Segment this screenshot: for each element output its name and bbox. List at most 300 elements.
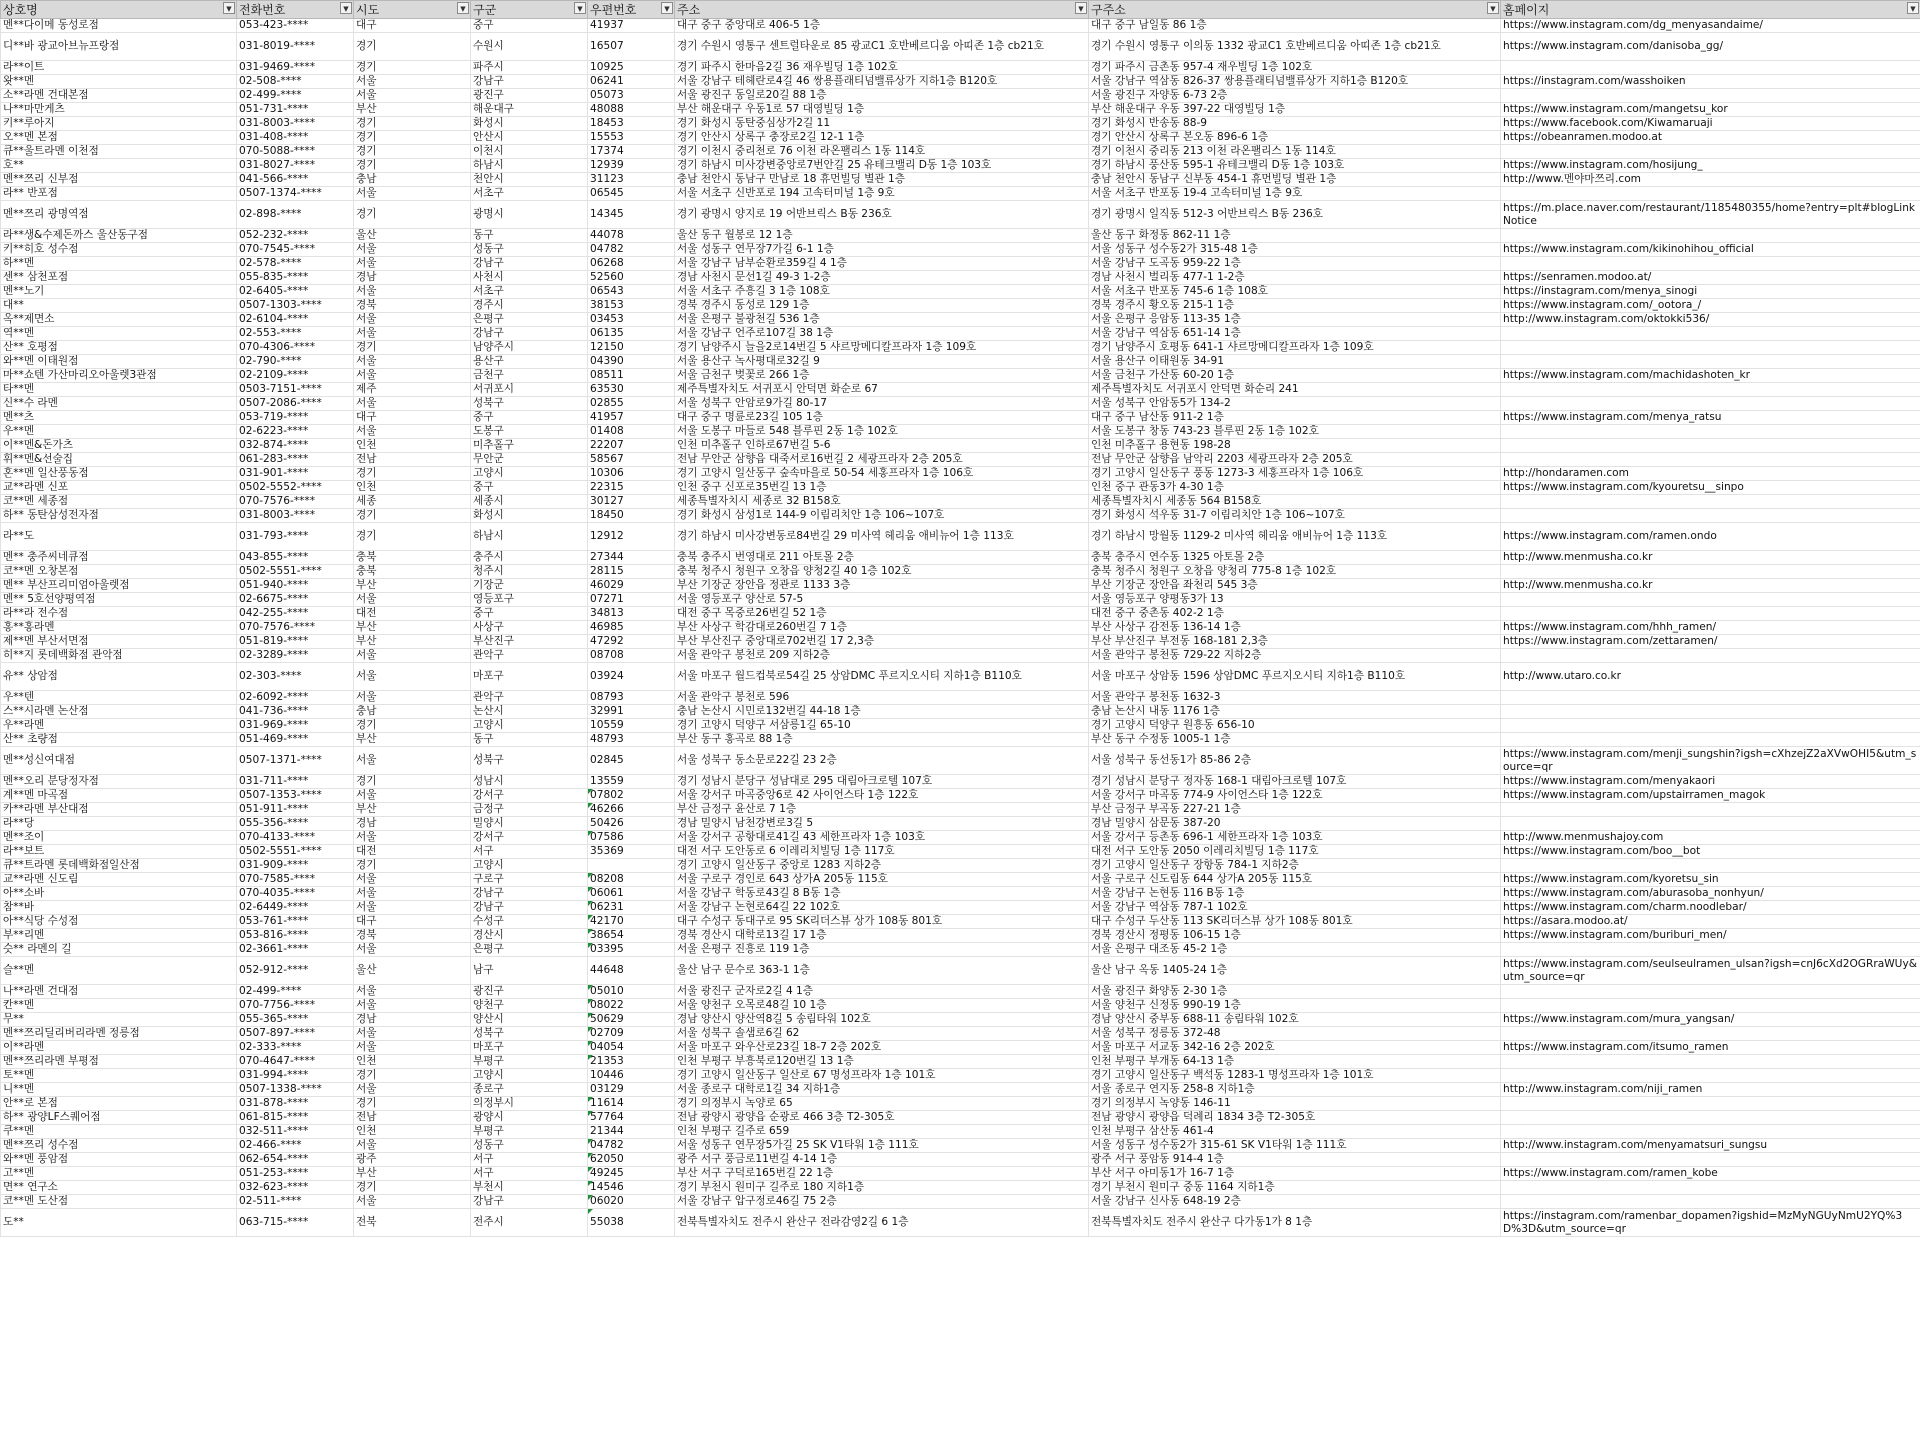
cell-district[interactable]: 부산진구 — [471, 635, 588, 649]
cell-name[interactable]: 멘** 충주씨네큐점 — [1, 551, 237, 565]
cell-province[interactable]: 서울 — [354, 1041, 471, 1055]
cell-phone[interactable]: 042-255-**** — [237, 607, 354, 621]
cell-province[interactable]: 경기 — [354, 1181, 471, 1195]
cell-old-address[interactable]: 대전 서구 도안동 2050 이레리치빌딩 1층 117호 — [1089, 845, 1501, 859]
cell-name[interactable]: 멘**조이 — [1, 831, 237, 845]
cell-homepage[interactable] — [1501, 859, 1920, 873]
cell-district[interactable]: 양천구 — [471, 999, 588, 1013]
cell-homepage[interactable] — [1501, 383, 1920, 397]
cell-postal[interactable]: 38654 — [588, 929, 675, 943]
cell-address[interactable]: 경남 밀양시 남천강변로3길 5 — [675, 817, 1089, 831]
cell-postal[interactable]: 46985 — [588, 621, 675, 635]
cell-district[interactable]: 마포구 — [471, 663, 588, 691]
cell-address[interactable]: 울산 남구 문수로 363-1 1층 — [675, 957, 1089, 985]
cell-phone[interactable]: 062-654-**** — [237, 1153, 354, 1167]
cell-address[interactable]: 대구 중구 명륜로23길 105 1층 — [675, 411, 1089, 425]
cell-district[interactable]: 부평구 — [471, 1125, 588, 1139]
cell-district[interactable]: 영등포구 — [471, 593, 588, 607]
cell-phone[interactable]: 041-566-**** — [237, 173, 354, 187]
cell-old-address[interactable]: 대구 중구 남일동 86 1층 — [1089, 19, 1501, 33]
cell-homepage[interactable]: http://www.instagram.com/oktokki536/ — [1501, 313, 1920, 327]
cell-name[interactable]: 우**멘 — [1, 425, 237, 439]
cell-province[interactable]: 경기 — [354, 719, 471, 733]
cell-homepage[interactable]: https://www.instagram.com/machidashoten_kr — [1501, 369, 1920, 383]
cell-province[interactable]: 경기 — [354, 131, 471, 145]
cell-name[interactable]: 참**바 — [1, 901, 237, 915]
cell-homepage[interactable]: https://senramen.modoo.at/ — [1501, 271, 1920, 285]
cell-phone[interactable]: 043-855-**** — [237, 551, 354, 565]
cell-old-address[interactable]: 서울 구로구 신도림동 644 상가A 205동 115호 — [1089, 873, 1501, 887]
cell-homepage[interactable] — [1501, 425, 1920, 439]
cell-homepage[interactable]: https://www.instagram.com/menya_ratsu — [1501, 411, 1920, 425]
cell-address[interactable]: 경기 고양시 일산동구 일산로 67 명성프라자 1층 101호 — [675, 1069, 1089, 1083]
cell-name[interactable]: 혼**멘 일산풍동점 — [1, 467, 237, 481]
cell-postal[interactable]: 06543 — [588, 285, 675, 299]
cell-province[interactable]: 인천 — [354, 1125, 471, 1139]
cell-district[interactable]: 마포구 — [471, 1041, 588, 1055]
cell-district[interactable]: 강남구 — [471, 75, 588, 89]
cell-province[interactable]: 부산 — [354, 103, 471, 117]
cell-district[interactable]: 성동구 — [471, 1139, 588, 1153]
cell-address[interactable]: 인천 부평구 길주로 659 — [675, 1125, 1089, 1139]
cell-address[interactable]: 대전 서구 도안동로 6 이레리치빌딩 1층 117호 — [675, 845, 1089, 859]
cell-phone[interactable]: 02-3289-**** — [237, 649, 354, 663]
cell-district[interactable]: 파주시 — [471, 61, 588, 75]
cell-address[interactable]: 서울 강남구 학동로43길 8 B동 1층 — [675, 887, 1089, 901]
cell-old-address[interactable]: 충북 충주시 연수동 1325 아토몰 2층 — [1089, 551, 1501, 565]
cell-postal[interactable]: 06268 — [588, 257, 675, 271]
cell-phone[interactable]: 053-423-**** — [237, 19, 354, 33]
cell-homepage[interactable]: https://www.instagram.com/menji_sungshin?igsh=cXhzejZ2aXVwOHI5&utm_source=qr — [1501, 747, 1920, 775]
cell-name[interactable]: 이**라멘 — [1, 1041, 237, 1055]
cell-province[interactable]: 경남 — [354, 817, 471, 831]
cell-homepage[interactable] — [1501, 1111, 1920, 1125]
cell-postal[interactable]: 50426 — [588, 817, 675, 831]
cell-phone[interactable]: 052-912-**** — [237, 957, 354, 985]
cell-province[interactable]: 서울 — [354, 887, 471, 901]
cell-district[interactable]: 동구 — [471, 229, 588, 243]
cell-postal[interactable]: 44648 — [588, 957, 675, 985]
cell-province[interactable]: 경기 — [354, 341, 471, 355]
cell-district[interactable]: 화성시 — [471, 509, 588, 523]
cell-homepage[interactable]: https://www.instagram.com/_ootora_/ — [1501, 299, 1920, 313]
cell-address[interactable]: 전남 광양시 광양읍 순광로 466 3층 T2-305호 — [675, 1111, 1089, 1125]
cell-name[interactable]: 부**리멘 — [1, 929, 237, 943]
cell-district[interactable]: 성북구 — [471, 397, 588, 411]
cell-district[interactable]: 광명시 — [471, 201, 588, 229]
cell-district[interactable]: 의정부시 — [471, 1097, 588, 1111]
cell-name[interactable]: 멘** 부산프리미엄아울렛점 — [1, 579, 237, 593]
cell-address[interactable]: 서울 은평구 불광천길 536 1층 — [675, 313, 1089, 327]
cell-homepage[interactable] — [1501, 943, 1920, 957]
cell-district[interactable]: 경산시 — [471, 929, 588, 943]
cell-old-address[interactable]: 서울 성북구 정릉동 372-48 — [1089, 1027, 1501, 1041]
cell-homepage[interactable]: https://www.instagram.com/kyouretsu__sinpo — [1501, 481, 1920, 495]
cell-address[interactable]: 서울 성북구 동소문로22길 23 2층 — [675, 747, 1089, 775]
cell-homepage[interactable]: http://www.utaro.co.kr — [1501, 663, 1920, 691]
cell-postal[interactable]: 04782 — [588, 1139, 675, 1153]
cell-province[interactable]: 울산 — [354, 957, 471, 985]
cell-address[interactable]: 경남 양산시 양산역8길 5 송림타워 102호 — [675, 1013, 1089, 1027]
cell-phone[interactable]: 052-232-**** — [237, 229, 354, 243]
cell-old-address[interactable]: 부산 금정구 부곡동 227-21 1층 — [1089, 803, 1501, 817]
cell-old-address[interactable]: 경기 성남시 분당구 정자동 168-1 대림아크로텔 107호 — [1089, 775, 1501, 789]
cell-phone[interactable]: 032-511-**** — [237, 1125, 354, 1139]
cell-phone[interactable]: 02-6104-**** — [237, 313, 354, 327]
cell-address[interactable]: 서울 성동구 연무장5가길 25 SK V1타워 1층 111호 — [675, 1139, 1089, 1153]
cell-phone[interactable]: 061-283-**** — [237, 453, 354, 467]
cell-district[interactable]: 강남구 — [471, 257, 588, 271]
cell-homepage[interactable] — [1501, 145, 1920, 159]
cell-name[interactable]: 옥**제면소 — [1, 313, 237, 327]
cell-homepage[interactable]: https://www.instagram.com/buriburi_men/ — [1501, 929, 1920, 943]
cell-phone[interactable]: 055-835-**** — [237, 271, 354, 285]
cell-postal[interactable]: 06545 — [588, 187, 675, 201]
cell-phone[interactable]: 0507-1338-**** — [237, 1083, 354, 1097]
cell-province[interactable]: 서울 — [354, 747, 471, 775]
cell-province[interactable]: 서울 — [354, 663, 471, 691]
cell-address[interactable]: 충북 청주시 청원구 오창읍 양청2길 40 1층 102호 — [675, 565, 1089, 579]
cell-address[interactable]: 인천 중구 신포로35번길 13 1층 — [675, 481, 1089, 495]
cell-phone[interactable]: 02-790-**** — [237, 355, 354, 369]
cell-district[interactable]: 도봉구 — [471, 425, 588, 439]
cell-old-address[interactable]: 충남 천안시 동남구 신부동 454-1 휴먼빌딩 별관 1층 — [1089, 173, 1501, 187]
cell-name[interactable]: 카**라멘 부산대점 — [1, 803, 237, 817]
cell-postal[interactable]: 12939 — [588, 159, 675, 173]
cell-homepage[interactable] — [1501, 1125, 1920, 1139]
cell-old-address[interactable]: 서울 용산구 이태원동 34-91 — [1089, 355, 1501, 369]
cell-district[interactable]: 해운대구 — [471, 103, 588, 117]
cell-province[interactable]: 경기 — [354, 201, 471, 229]
cell-postal[interactable]: 03395 — [588, 943, 675, 957]
cell-district[interactable]: 금정구 — [471, 803, 588, 817]
cell-address[interactable]: 서울 마포구 월드컵북로54길 25 상암DMC 푸르지오시티 지하1층 B110호 — [675, 663, 1089, 691]
filter-dropdown-icon[interactable]: ▼ — [661, 2, 673, 14]
cell-old-address[interactable]: 경남 사천시 벌리동 477-1 1-2층 — [1089, 271, 1501, 285]
cell-old-address[interactable]: 울산 동구 화정동 862-11 1층 — [1089, 229, 1501, 243]
cell-province[interactable]: 경기 — [354, 33, 471, 61]
cell-phone[interactable]: 02-303-**** — [237, 663, 354, 691]
cell-address[interactable]: 경북 경주시 동성로 129 1층 — [675, 299, 1089, 313]
cell-province[interactable]: 대구 — [354, 19, 471, 33]
cell-phone[interactable]: 031-8003-**** — [237, 509, 354, 523]
cell-postal[interactable]: 14546 — [588, 1181, 675, 1195]
cell-homepage[interactable]: https://www.instagram.com/mura_yangsan/ — [1501, 1013, 1920, 1027]
cell-province[interactable]: 대전 — [354, 607, 471, 621]
cell-old-address[interactable]: 경기 수원시 영통구 이의동 1332 광교C1 호반베르디움 아띠존 1층 cb21호 — [1089, 33, 1501, 61]
cell-homepage[interactable] — [1501, 509, 1920, 523]
cell-province[interactable]: 서울 — [354, 327, 471, 341]
cell-old-address[interactable]: 서울 성북구 동선동1가 85-86 2층 — [1089, 747, 1501, 775]
cell-old-address[interactable]: 경기 안산시 상록구 본오동 896-6 1층 — [1089, 131, 1501, 145]
cell-old-address[interactable]: 경기 이천시 중리동 213 이천 라온팰리스 1동 114호 — [1089, 145, 1501, 159]
cell-homepage[interactable] — [1501, 61, 1920, 75]
cell-name[interactable]: 멘**다이메 동성로점 — [1, 19, 237, 33]
cell-province[interactable]: 광주 — [354, 1153, 471, 1167]
cell-district[interactable]: 양산시 — [471, 1013, 588, 1027]
cell-name[interactable]: 우**텐 — [1, 691, 237, 705]
cell-name[interactable]: 멘**성신여대점 — [1, 747, 237, 775]
cell-postal[interactable]: 52560 — [588, 271, 675, 285]
cell-province[interactable]: 전남 — [354, 1111, 471, 1125]
cell-phone[interactable]: 02-508-**** — [237, 75, 354, 89]
cell-postal[interactable]: 02855 — [588, 397, 675, 411]
cell-postal[interactable]: 08208 — [588, 873, 675, 887]
cell-homepage[interactable]: https://www.instagram.com/charm.noodlebar/ — [1501, 901, 1920, 915]
cell-address[interactable]: 서울 광진구 군자로2길 4 1층 — [675, 985, 1089, 999]
cell-phone[interactable]: 031-901-**** — [237, 467, 354, 481]
cell-district[interactable]: 서귀포시 — [471, 383, 588, 397]
cell-postal[interactable]: 44078 — [588, 229, 675, 243]
cell-phone[interactable]: 070-7585-**** — [237, 873, 354, 887]
cell-district[interactable]: 밀양시 — [471, 817, 588, 831]
cell-province[interactable]: 서울 — [354, 985, 471, 999]
cell-district[interactable]: 광양시 — [471, 1111, 588, 1125]
cell-name[interactable]: 대** — [1, 299, 237, 313]
cell-old-address[interactable]: 서울 광진구 자양동 6-73 2층 — [1089, 89, 1501, 103]
cell-district[interactable]: 부평구 — [471, 1055, 588, 1069]
cell-old-address[interactable]: 세종특별자치시 세종동 564 B158호 — [1089, 495, 1501, 509]
cell-homepage[interactable] — [1501, 719, 1920, 733]
cell-address[interactable]: 서울 서초구 신반포로 194 고속터미널 1층 9호 — [675, 187, 1089, 201]
filter-dropdown-icon[interactable]: ▼ — [1907, 2, 1919, 14]
cell-province[interactable]: 서울 — [354, 397, 471, 411]
cell-address[interactable]: 전남 무안군 삼향읍 대죽서로16번길 2 세광프라자 2층 205호 — [675, 453, 1089, 467]
filter-dropdown-icon[interactable]: ▼ — [457, 2, 469, 14]
cell-homepage[interactable]: https://instagram.com/ramenbar_dopamen?igshid=MzMyNGUyNmU2YQ%3D%3D&utm_source=qr — [1501, 1209, 1920, 1237]
cell-province[interactable]: 세종 — [354, 495, 471, 509]
cell-province[interactable]: 충북 — [354, 565, 471, 579]
cell-homepage[interactable] — [1501, 1153, 1920, 1167]
cell-district[interactable]: 관악구 — [471, 691, 588, 705]
cell-district[interactable]: 미추홀구 — [471, 439, 588, 453]
cell-postal[interactable]: 04054 — [588, 1041, 675, 1055]
cell-province[interactable]: 서울 — [354, 355, 471, 369]
cell-province[interactable]: 서울 — [354, 789, 471, 803]
cell-province[interactable]: 서울 — [354, 873, 471, 887]
cell-province[interactable]: 서울 — [354, 901, 471, 915]
cell-district[interactable]: 성동구 — [471, 243, 588, 257]
cell-district[interactable]: 은평구 — [471, 313, 588, 327]
cell-postal[interactable]: 38153 — [588, 299, 675, 313]
cell-address[interactable]: 서울 금천구 벚꽃로 266 1층 — [675, 369, 1089, 383]
cell-address[interactable]: 경기 남양주시 늘을2로14번길 5 샤르망메디칼프라자 1층 109호 — [675, 341, 1089, 355]
cell-province[interactable]: 부산 — [354, 635, 471, 649]
cell-name[interactable]: 제**멘 부산서면점 — [1, 635, 237, 649]
cell-province[interactable]: 경기 — [354, 775, 471, 789]
cell-province[interactable]: 대전 — [354, 845, 471, 859]
cell-phone[interactable]: 070-4133-**** — [237, 831, 354, 845]
cell-phone[interactable]: 051-253-**** — [237, 1167, 354, 1181]
cell-old-address[interactable]: 경남 밀양시 삼문동 387-20 — [1089, 817, 1501, 831]
cell-name[interactable]: 와**멘 풍암점 — [1, 1153, 237, 1167]
cell-postal[interactable]: 07586 — [588, 831, 675, 845]
cell-province[interactable]: 서울 — [354, 313, 471, 327]
cell-address[interactable]: 서울 성북구 솔샘로6길 62 — [675, 1027, 1089, 1041]
cell-postal[interactable]: 28115 — [588, 565, 675, 579]
cell-old-address[interactable]: 경기 의정부시 녹양동 146-11 — [1089, 1097, 1501, 1111]
cell-old-address[interactable]: 경기 부천시 원미구 중동 1164 지하1층 — [1089, 1181, 1501, 1195]
cell-phone[interactable]: 051-731-**** — [237, 103, 354, 117]
cell-district[interactable]: 안산시 — [471, 131, 588, 145]
cell-province[interactable]: 경기 — [354, 467, 471, 481]
cell-province[interactable]: 충북 — [354, 551, 471, 565]
cell-province[interactable]: 충남 — [354, 173, 471, 187]
cell-district[interactable]: 논산시 — [471, 705, 588, 719]
cell-province[interactable]: 경남 — [354, 1013, 471, 1027]
cell-address[interactable]: 서울 영등포구 양산로 57-5 — [675, 593, 1089, 607]
cell-old-address[interactable]: 서울 강남구 도곡동 959-22 1층 — [1089, 257, 1501, 271]
cell-name[interactable]: 칸**멘 — [1, 999, 237, 1013]
cell-homepage[interactable]: https://instagram.com/wasshoiken — [1501, 75, 1920, 89]
cell-name[interactable]: 하**멘 — [1, 257, 237, 271]
cell-homepage[interactable] — [1501, 691, 1920, 705]
cell-phone[interactable]: 02-499-**** — [237, 985, 354, 999]
cell-district[interactable]: 서초구 — [471, 285, 588, 299]
cell-homepage[interactable]: https://www.instagram.com/hhh_ramen/ — [1501, 621, 1920, 635]
cell-phone[interactable]: 0507-1374-**** — [237, 187, 354, 201]
cell-phone[interactable]: 0507-897-**** — [237, 1027, 354, 1041]
cell-phone[interactable]: 031-8027-**** — [237, 159, 354, 173]
cell-homepage[interactable]: https://www.instagram.com/ramen_kobe — [1501, 1167, 1920, 1181]
cell-name[interactable]: 휘**멘&선술집 — [1, 453, 237, 467]
cell-homepage[interactable]: http://www.menmusha.co.kr — [1501, 579, 1920, 593]
cell-district[interactable]: 성북구 — [471, 747, 588, 775]
filter-dropdown-icon[interactable]: ▼ — [574, 2, 586, 14]
cell-province[interactable]: 서울 — [354, 1083, 471, 1097]
cell-old-address[interactable]: 경기 광명시 일직동 512-3 어반브릭스 B동 236호 — [1089, 201, 1501, 229]
cell-district[interactable]: 경주시 — [471, 299, 588, 313]
cell-province[interactable]: 부산 — [354, 1167, 471, 1181]
cell-phone[interactable]: 070-7576-**** — [237, 495, 354, 509]
cell-district[interactable]: 용산구 — [471, 355, 588, 369]
cell-postal[interactable]: 12912 — [588, 523, 675, 551]
cell-address[interactable]: 부산 기장군 장안읍 정관로 1133 3층 — [675, 579, 1089, 593]
cell-postal[interactable]: 17374 — [588, 145, 675, 159]
cell-postal[interactable]: 02845 — [588, 747, 675, 775]
cell-homepage[interactable]: https://www.instagram.com/mangetsu_kor — [1501, 103, 1920, 117]
cell-phone[interactable]: 0507-1353-**** — [237, 789, 354, 803]
cell-phone[interactable]: 031-8003-**** — [237, 117, 354, 131]
cell-name[interactable]: 토**멘 — [1, 1069, 237, 1083]
cell-district[interactable]: 강서구 — [471, 789, 588, 803]
cell-province[interactable]: 부산 — [354, 579, 471, 593]
cell-homepage[interactable] — [1501, 733, 1920, 747]
cell-old-address[interactable]: 경북 경주시 황오동 215-1 1층 — [1089, 299, 1501, 313]
cell-address[interactable]: 경기 이천시 중리천로 76 이천 라온팰리스 1동 114호 — [675, 145, 1089, 159]
cell-old-address[interactable]: 부산 서구 아미동1가 16-7 1층 — [1089, 1167, 1501, 1181]
cell-phone[interactable]: 032-623-**** — [237, 1181, 354, 1195]
cell-province[interactable]: 서울 — [354, 425, 471, 439]
cell-postal[interactable]: 57764 — [588, 1111, 675, 1125]
cell-name[interactable]: 홍**홍라멘 — [1, 621, 237, 635]
cell-address[interactable]: 부산 해운대구 우동1로 57 대영빌딩 1층 — [675, 103, 1089, 117]
cell-district[interactable]: 전주시 — [471, 1209, 588, 1237]
cell-province[interactable]: 서울 — [354, 187, 471, 201]
cell-address[interactable]: 울산 동구 월봉로 12 1층 — [675, 229, 1089, 243]
cell-postal[interactable]: 02709 — [588, 1027, 675, 1041]
cell-province[interactable]: 서울 — [354, 593, 471, 607]
cell-postal[interactable]: 03924 — [588, 663, 675, 691]
cell-district[interactable]: 기장군 — [471, 579, 588, 593]
cell-old-address[interactable]: 서울 관악구 봉천동 1632-3 — [1089, 691, 1501, 705]
cell-homepage[interactable]: https://www.instagram.com/seulseulramen_ulsan?igsh=cnJ6cXd2OGRraWUy&utm_source=qr — [1501, 957, 1920, 985]
cell-district[interactable]: 광진구 — [471, 985, 588, 999]
cell-province[interactable]: 서울 — [354, 691, 471, 705]
cell-postal[interactable]: 06231 — [588, 901, 675, 915]
cell-phone[interactable]: 02-3661-**** — [237, 943, 354, 957]
cell-phone[interactable]: 031-909-**** — [237, 859, 354, 873]
cell-name[interactable]: 멘**오리 분당정자점 — [1, 775, 237, 789]
cell-phone[interactable]: 070-7545-**** — [237, 243, 354, 257]
cell-phone[interactable]: 063-715-**** — [237, 1209, 354, 1237]
cell-old-address[interactable]: 전남 무안군 삼향읍 남악리 2203 세광프라자 2층 205호 — [1089, 453, 1501, 467]
cell-postal[interactable]: 30127 — [588, 495, 675, 509]
cell-name[interactable]: 하** 광양LF스퀘어점 — [1, 1111, 237, 1125]
cell-name[interactable]: 멘**쯔리라멘 부평점 — [1, 1055, 237, 1069]
cell-province[interactable]: 경기 — [354, 145, 471, 159]
cell-homepage[interactable] — [1501, 817, 1920, 831]
cell-homepage[interactable] — [1501, 187, 1920, 201]
cell-old-address[interactable]: 경기 고양시 덕양구 원흥동 656-10 — [1089, 719, 1501, 733]
cell-phone[interactable]: 0502-5551-**** — [237, 565, 354, 579]
cell-name[interactable]: 라**이트 — [1, 61, 237, 75]
cell-district[interactable]: 중구 — [471, 607, 588, 621]
cell-province[interactable]: 서울 — [354, 89, 471, 103]
cell-homepage[interactable]: https://obeanramen.modoo.at — [1501, 131, 1920, 145]
cell-district[interactable]: 충주시 — [471, 551, 588, 565]
cell-phone[interactable]: 053-761-**** — [237, 915, 354, 929]
cell-homepage[interactable]: http://www.instagram.com/menyamatsuri_sungsu — [1501, 1139, 1920, 1153]
cell-address[interactable]: 서울 성동구 연무장7가길 6-1 1층 — [675, 243, 1089, 257]
cell-province[interactable]: 충남 — [354, 705, 471, 719]
cell-old-address[interactable]: 서울 강남구 역삼동 826-37 쌍용플래티넘밸류상가 지하1층 B120호 — [1089, 75, 1501, 89]
cell-postal[interactable]: 42170 — [588, 915, 675, 929]
cell-phone[interactable]: 0507-1371-**** — [237, 747, 354, 775]
cell-address[interactable]: 경기 성남시 분당구 성남대로 295 대림아크로텔 107호 — [675, 775, 1089, 789]
cell-postal[interactable]: 34813 — [588, 607, 675, 621]
cell-old-address[interactable]: 경기 남양주시 호평동 641-1 샤르망메디칼프라자 1층 109호 — [1089, 341, 1501, 355]
cell-province[interactable]: 서울 — [354, 285, 471, 299]
cell-district[interactable]: 하남시 — [471, 523, 588, 551]
cell-homepage[interactable] — [1501, 1181, 1920, 1195]
cell-address[interactable]: 인천 부평구 부흥북로120번길 13 1층 — [675, 1055, 1089, 1069]
cell-old-address[interactable]: 부산 기장군 장안읍 좌천리 545 3층 — [1089, 579, 1501, 593]
cell-province[interactable]: 서울 — [354, 369, 471, 383]
cell-name[interactable]: 소**라멘 건대본점 — [1, 89, 237, 103]
cell-old-address[interactable]: 경남 양산시 중부동 688-11 송림타워 102호 — [1089, 1013, 1501, 1027]
cell-homepage[interactable] — [1501, 1055, 1920, 1069]
cell-address[interactable]: 경기 파주시 한마음2길 36 재우빌딩 1층 102호 — [675, 61, 1089, 75]
cell-name[interactable]: 라** 반포점 — [1, 187, 237, 201]
cell-homepage[interactable]: https://www.instagram.com/menyakaori — [1501, 775, 1920, 789]
cell-homepage[interactable]: https://www.instagram.com/danisoba_gg/ — [1501, 33, 1920, 61]
cell-postal[interactable]: 58567 — [588, 453, 675, 467]
cell-old-address[interactable]: 서울 도봉구 창동 743-23 블루핀 2동 1층 102호 — [1089, 425, 1501, 439]
cell-homepage[interactable] — [1501, 649, 1920, 663]
cell-phone[interactable]: 031-969-**** — [237, 719, 354, 733]
cell-homepage[interactable] — [1501, 229, 1920, 243]
cell-province[interactable]: 울산 — [354, 229, 471, 243]
cell-district[interactable]: 강남구 — [471, 1195, 588, 1209]
cell-address[interactable]: 서울 강남구 논현로64길 22 102호 — [675, 901, 1089, 915]
cell-district[interactable]: 강남구 — [471, 327, 588, 341]
cell-phone[interactable]: 02-553-**** — [237, 327, 354, 341]
cell-postal[interactable]: 06135 — [588, 327, 675, 341]
cell-address[interactable]: 경기 화성시 동탄중심상가2길 11 — [675, 117, 1089, 131]
cell-name[interactable]: 하** 동탄삼성전자점 — [1, 509, 237, 523]
cell-address[interactable]: 서울 강서구 공항대로41길 43 세한프라자 1층 103호 — [675, 831, 1089, 845]
